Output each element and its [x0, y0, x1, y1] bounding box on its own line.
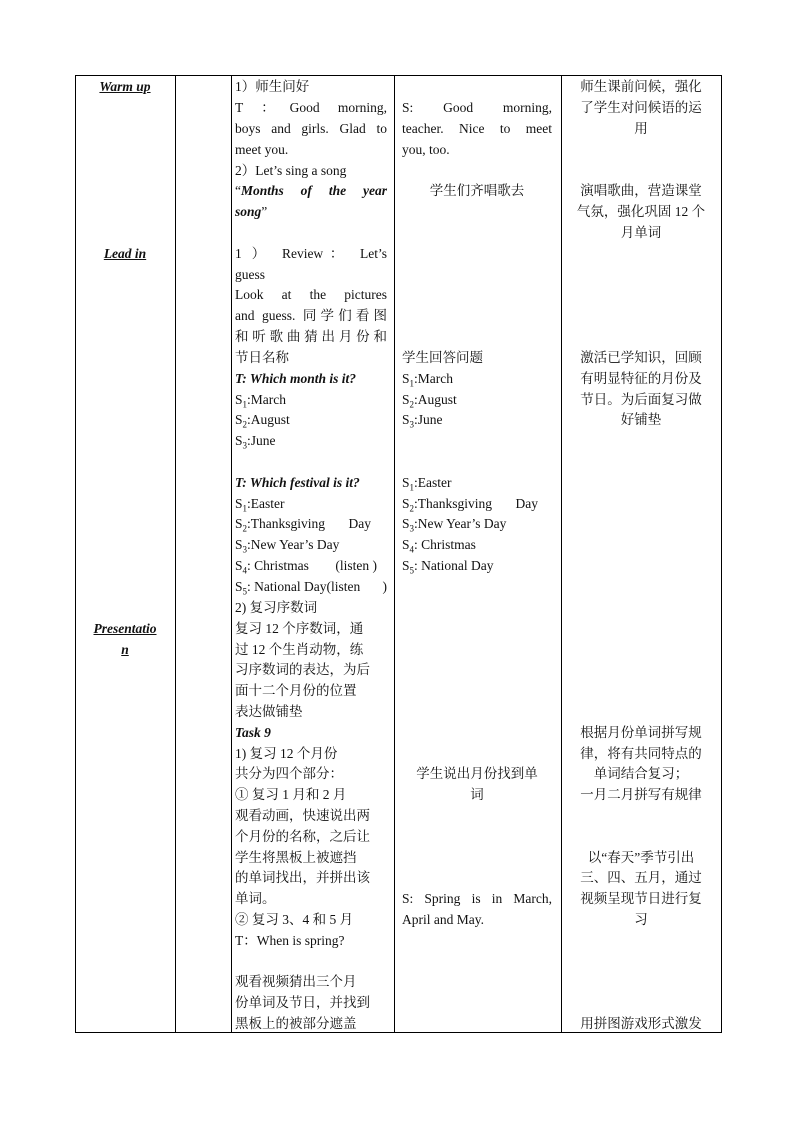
- teacher-line: 和听歌曲猜出月份和: [235, 329, 387, 344]
- teacher-line: 1）师生问好: [235, 79, 310, 94]
- student-line: $S_3:New$ Year’s Day: [402, 516, 507, 534]
- teacher-line: $S_2:August$: [235, 412, 290, 430]
- teacher-line: $S_3:New$ Year’s Day: [235, 537, 340, 555]
- student-line: $S_2:August$: [402, 392, 457, 410]
- purpose-line: 好铺垫: [620, 412, 662, 427]
- column-divider-4: [561, 76, 562, 1032]
- teacher-line: ② 复习 3、4 和 5 月: [235, 912, 354, 927]
- teacher-line: 共分为四个部分：: [235, 766, 343, 781]
- student-line: S: Spring is in March,: [402, 891, 552, 906]
- student-line: $S_2:Thanksgiving$ Day: [402, 496, 538, 514]
- teacher-line: “Months of the year: [235, 183, 387, 198]
- teacher-line: T ：Good morning,: [235, 100, 387, 115]
- purpose-line: 单词结合复习；: [593, 766, 689, 781]
- teacher-line: 2）Let’s sing a song: [235, 163, 347, 178]
- teacher-line: $S_1:March$: [235, 392, 286, 410]
- teacher-line: T: Which festival is it?: [235, 475, 360, 490]
- column-divider-2: [231, 76, 232, 1032]
- teacher-line: T: Which month is it?: [235, 371, 357, 386]
- teacher-line: $S_4$: Christmas (listen ): [235, 558, 377, 576]
- teacher-line: 过 12 个生肖动物，练: [235, 642, 364, 657]
- teacher-line: 1 ） Review： Let’s: [235, 246, 387, 261]
- purpose-line: 节日。为后面复习做: [580, 392, 702, 407]
- student-line: 学生们齐唱歌去: [429, 183, 525, 198]
- teacher-line: 份单词及节日，并找到: [235, 995, 370, 1010]
- teacher-line: 面十二个月份的位置: [235, 683, 357, 698]
- teacher-line: 表达做铺垫: [235, 704, 303, 719]
- teacher-line: 1) 复习 12 个月份: [235, 746, 338, 761]
- purpose-line: 习: [634, 912, 648, 927]
- purpose-line: 以“春天”季节引出: [587, 850, 695, 865]
- student-line: you, too.: [402, 142, 450, 157]
- purpose-line: 气氛，强化巩固 12 个: [576, 204, 706, 219]
- purpose-line: 师生课前问候，强化: [580, 79, 702, 94]
- teacher-line: 节日名称: [235, 350, 289, 365]
- purpose-line: 有明显特征的月份及: [580, 371, 702, 386]
- teacher-line: 2) 复习序数词: [235, 600, 318, 615]
- student-line: 词: [470, 787, 484, 802]
- purpose-line: 律，将有共同特点的: [580, 746, 702, 761]
- stage-presentation-line2: n: [121, 642, 129, 657]
- teacher-line: $S_2:Thanksgiving$ Day: [235, 516, 371, 534]
- teacher-line: 学生将黑板上被遮挡: [235, 850, 357, 865]
- column-divider-1: [175, 76, 176, 1032]
- purpose-line: 月单词: [620, 225, 662, 240]
- stage-warm-up: Warm up: [99, 79, 151, 94]
- teacher-line: 单词。: [235, 891, 276, 906]
- teacher-line: and guess. 同学们看图: [235, 308, 387, 323]
- teacher-line: Task 9: [235, 725, 271, 740]
- student-line: $S_1:March$: [402, 371, 453, 389]
- purpose-line: 三、四、五月，通过: [580, 870, 702, 885]
- teacher-line: 个月份的名称，之后让: [235, 829, 370, 844]
- teacher-line: guess: [235, 267, 265, 282]
- purpose-line: 用: [634, 121, 648, 136]
- teacher-line: $S_3:June$: [235, 433, 276, 451]
- teacher-line: 黑板上的被部分遮盖: [235, 1016, 357, 1031]
- teacher-line: 观看动画，快速说出两: [235, 808, 370, 823]
- purpose-line: 了学生对问候语的运: [580, 100, 702, 115]
- teacher-line: $S_1:Easter$: [235, 496, 285, 514]
- teacher-line: meet you.: [235, 142, 289, 157]
- student-line: S: Good morning,: [402, 100, 552, 115]
- student-line: teacher. Nice to meet: [402, 121, 552, 136]
- teacher-line: 观看视频猜出三个月: [235, 974, 357, 989]
- student-line: April and May.: [402, 912, 484, 927]
- teacher-line: $S_5$: National Day(listen ): [235, 579, 387, 597]
- purpose-line: 一月二月拼写有规律: [580, 787, 702, 802]
- purpose-line: 视频呈现节日进行复: [580, 891, 702, 906]
- purpose-line: 演唱歌曲，营造课堂: [580, 183, 702, 198]
- student-line: $S_4$: Christmas: [402, 537, 476, 555]
- purpose-line: 激活已学知识，回顾: [580, 350, 702, 365]
- teacher-line: 习序数词的表达，为后: [235, 662, 370, 677]
- teacher-line: T：When is spring?: [235, 933, 345, 948]
- stage-presentation-line1: Presentatio: [93, 621, 157, 636]
- student-line: 学生回答问题: [402, 350, 483, 365]
- teacher-line: ① 复习 1 月和 2 月: [235, 787, 347, 802]
- teacher-line: 复习 12 个序数词，通: [235, 621, 364, 636]
- teacher-line: boys and girls. Glad to: [235, 121, 387, 136]
- student-line: $S_1:Easter$: [402, 475, 452, 493]
- purpose-line: 根据月份单词拼写规: [580, 725, 702, 740]
- student-line: 学生说出月份找到单: [416, 766, 538, 781]
- teacher-line: song”: [235, 204, 268, 219]
- student-line: $S_5$: National Day: [402, 558, 494, 576]
- teacher-line: Look at the pictures: [235, 287, 387, 302]
- purpose-line: 用拼图游戏形式激发: [580, 1016, 702, 1031]
- student-line: $S_3:June$: [402, 412, 443, 430]
- teacher-line: 的单词找出，并拼出该: [235, 870, 370, 885]
- column-divider-3: [394, 76, 395, 1032]
- stage-lead-in: Lead in: [103, 246, 147, 261]
